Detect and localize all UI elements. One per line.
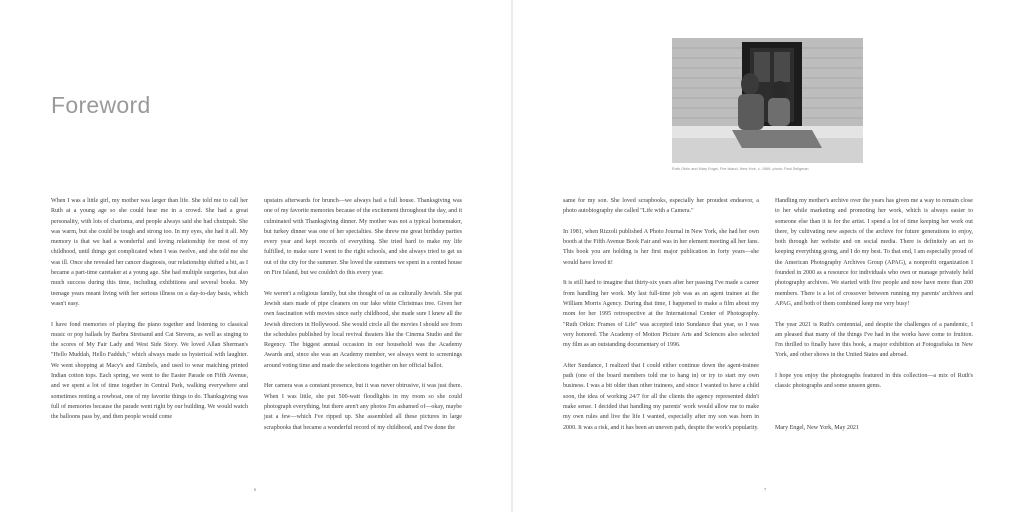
text-column-2 <box>264 196 462 443</box>
page-heading: Foreword <box>51 92 151 118</box>
paragraph: I hope you enjoy the photographs featured in this collection—a mix of Ruth's classic photographs and some unseen gems. <box>775 373 973 390</box>
text-column-3 <box>563 196 759 443</box>
page-number-right: 7 <box>764 487 767 492</box>
paragraph: After Sundance, I realized that I could either continue down the agent-trainee path (one of the board members told me to hang in) or try to start my own business. I was a bit older than other trainees, and since I wanted to have a child soon, the idea of working 24/7 for all the clients the agency represented didn't make sense. I decided that handling my parents' work would allow me to make my own rules and live the life I wanted, especially after my son was born in 2000. It was a risk, and it has been an uneven path, despite the work's popularity. <box>563 362 759 431</box>
photograph <box>672 38 863 163</box>
paragraph: We weren't a religious family, but she thought of us as culturally Jewish. She put Jewish stars made of pipe cleaners on our fake white Christmas tree. Given her own fascination with movies since early childhood, she made sure I knew all the Jewish directors in Hollywood. She would circle all the movies I should see from the schedules published by local revival theaters like the Cinema Studio and the Regency. The biggest annual occasion in our household was the Academy Awards and, since she was an Academy member, we always went to screenings around voting time and made the selections together on her official ballot. <box>264 290 462 369</box>
paragraph <box>775 402 973 412</box>
text-column-4 <box>775 196 973 443</box>
paragraph: In 1981, when Rizzoli published A Photo Journal in New York, she had her own booth at the Fifth Avenue Book Fair and was in her element meeting all her fans. This book you are holding is her first major publication in forty years—she would have loved it! <box>563 228 759 266</box>
paragraph: upstairs afterwards for brunch—we always had a full house. Thanksgiving was one of my favorite memories because of the excitement throughout the day, and it culminated with Thanksgiving dinner. My mother was not a typical homemaker, but turkey dinner was one of her specialties. She threw me great birthday parties every year and kept records of everything. She tried hard to make my life fulfilled, to make sure I went to the right schools, and she always tried to get us out of the city for the summer. She loved the summers we spent in a rented house on Fire Island, but we couldn't do this every year. <box>264 198 462 277</box>
photograph-image <box>672 38 863 163</box>
signature-line: Mary Engel, New York, May 2021 <box>775 424 859 431</box>
page-gutter <box>511 0 513 512</box>
text-column-1 <box>51 196 248 433</box>
paragraph: It is still hard to imagine that thirty-six years after her passing I've made a career from handling her work. My last full-time job was as an agent trainee at the William Morris Agency. During that time, I happened to make a film about my mom for her 1995 retrospective at the International Center of Photography. "Ruth Orkin: Frames of Life" was accepted into Sundance that year, so I was very honored. The Academy of Motion Picture Arts and Sciences also selected my film as an outstanding documentary of 1996. <box>563 280 759 349</box>
paragraph: I have fond memories of playing the piano together and listening to classical music or pop ballads by Barbra Streisand and Cat Stevens, as well as singing to the scores of My Fair Lady and West Side Story. We loved Allan Sherman's "Hello Muddah, Hello Fadduh," which always made us hysterical with laughter. We went shopping at Macy's and Gimbels, and used to wear matching printed Indian cotton tops. Each spring, we went to the Easter Parade on Fifth Avenue, and we spent a lot of time together in Central Park, walking everywhere and sometimes renting a rowboat, one of my favorite things to do. Thanksgiving was full of memories because the parade went right by our building. We would watch the balloons pass by, and then people would come <box>51 321 248 421</box>
paragraph: When I was a little girl, my mother was larger than life. She told me to call her Ruth at a young age so she could hear me in a crowd. She had a great personality, with lots of charisma, and people always said she had chutzpah. She was warm, but she could be tough and strong too. In my eyes, she had it all. My memory is that we had a wonderful and loving relationship for most of my childhood, until things got complicated when I was twelve, and she told me she was ill. Once she revealed her cancer diagnosis, our relationship shifted a bit, as I became a part-time caretaker at a young age. She had multiple surgeries, but also much success during this time, including exhibitions and several books. My teenage years meant living with her serious illness on a day-to-day basis, which wasn't easy. <box>51 198 248 307</box>
paragraph: same for my son. She loved scrapbooks, especially her proudest endeavor, a photo autobiography she called "Life with a Camera." <box>563 198 759 215</box>
paragraph: Her camera was a constant presence, but it was never obtrusive, it was just there. When I was little, she put 500-watt floodlights in my room so she could photograph everything, but there aren't any photos I'm ashamed of—okay, maybe just a few—which I've ripped up. She assembled all these pictures in large scrapbooks that became a wonderful record of my childhood, and I've done the <box>264 383 462 431</box>
paragraph: Handling my mother's archive over the years has given me a way to remain close to her while marketing and promoting her work, which is always easier to someone else than it is for the artist. I spend a lot of time keeping her work out there, by cultivating new aspects of the archive for future generations to enjoy, both through her website and on social media. There is definitely an art to keeping everything going, and I do my best. To that end, I am especially proud of the American Photography Archives Group (APAG), a nonprofit organization I founded in 2000 as a resource for individuals who own or manage privately held photography archives. We started with five people and now have more than 200 members. There is a lot of crossover between running my parents' archives and APAG, and both of them combined keep me very busy! <box>775 198 973 307</box>
paragraph: The year 2021 is Ruth's centennial, and despite the challenges of a pandemic, I am pleased that many of the things I've had in the works have come to fruition. I'm thrilled to finally have this book, a major exhibition at Fotografiska in New York, and other shows in the United States and abroad. <box>775 321 973 359</box>
page-number-left: 6 <box>254 487 257 492</box>
photo-caption: Ruth Orkin and Mary Engel, Fire Island, New York, c. 1966. photo: Paul Seligman <box>672 167 809 171</box>
